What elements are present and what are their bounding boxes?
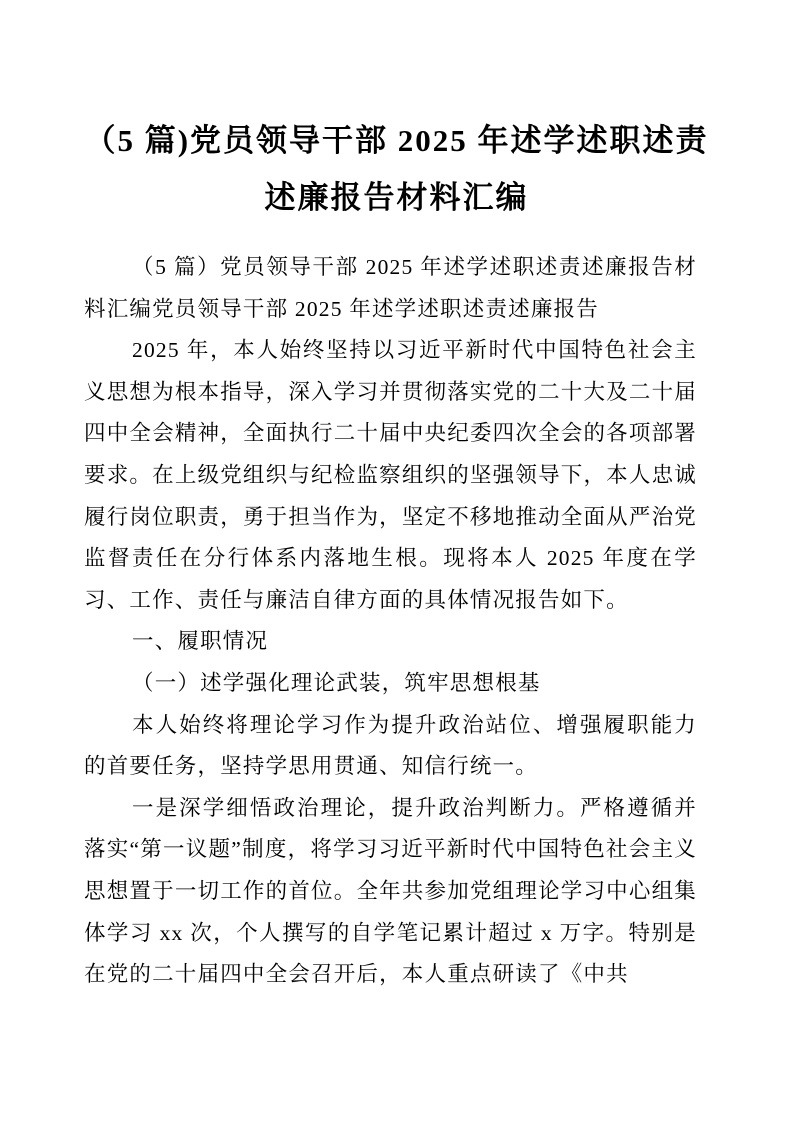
document-body [84,247,697,996]
document-title-line-1: （5 篇)党员领导干部 2025 年述学述职述责 [84,123,709,158]
document-title-line-2: 述廉报告材料汇编 [264,180,529,215]
paragraph-overview: 2025 年，本人始终坚持以习近平新时代中国特色社会主义思想为根本指导，深入学习并贯彻落实党的二十大及二十届四中全会精神，全面执行二十届中央纪委四次全会的各项部署要求。在上级党组织与纪检监察组织的坚强领导下，本人忠诚履行岗位职责，勇于担当作为，坚定不移地推动全面从严治党监督责任在分行体系内落地生根。现将本人 2025 年度在学习、工作、责任与廉洁自律方面的具体情况报告如下。 [84,338,697,612]
paragraph-intro: （5 篇）党员领导干部 2025 年述学述职述责述廉报告材料汇编党员领导干部 2025 年述学述职述责述廉报告 [84,255,697,321]
document-title [0,112,793,226]
paragraph-political-theory: 一是深学细悟政治理论，提升政治判断力。严格遵循并落实“第一议题”制度，将学习习近平新时代中国特色社会主义思想置于一切工作的首位。全年共参加党组理论学习中心组集体学习 xx 次，个人撰写的自学笔记累计超过 x 万字。特别是在党的二十届四中全会召开后，本人重点研读了《中共 [84,795,697,987]
paragraph-theory-study: 本人始终将理论学习作为提升政治站位、增强履职能力的首要任务，坚持学思用贯通、知信行统一。 [84,712,697,779]
section-heading: 一、履职情况 [132,629,269,654]
subsection-heading: （一）述学强化理论武装，筑牢思想根基 [132,670,541,695]
